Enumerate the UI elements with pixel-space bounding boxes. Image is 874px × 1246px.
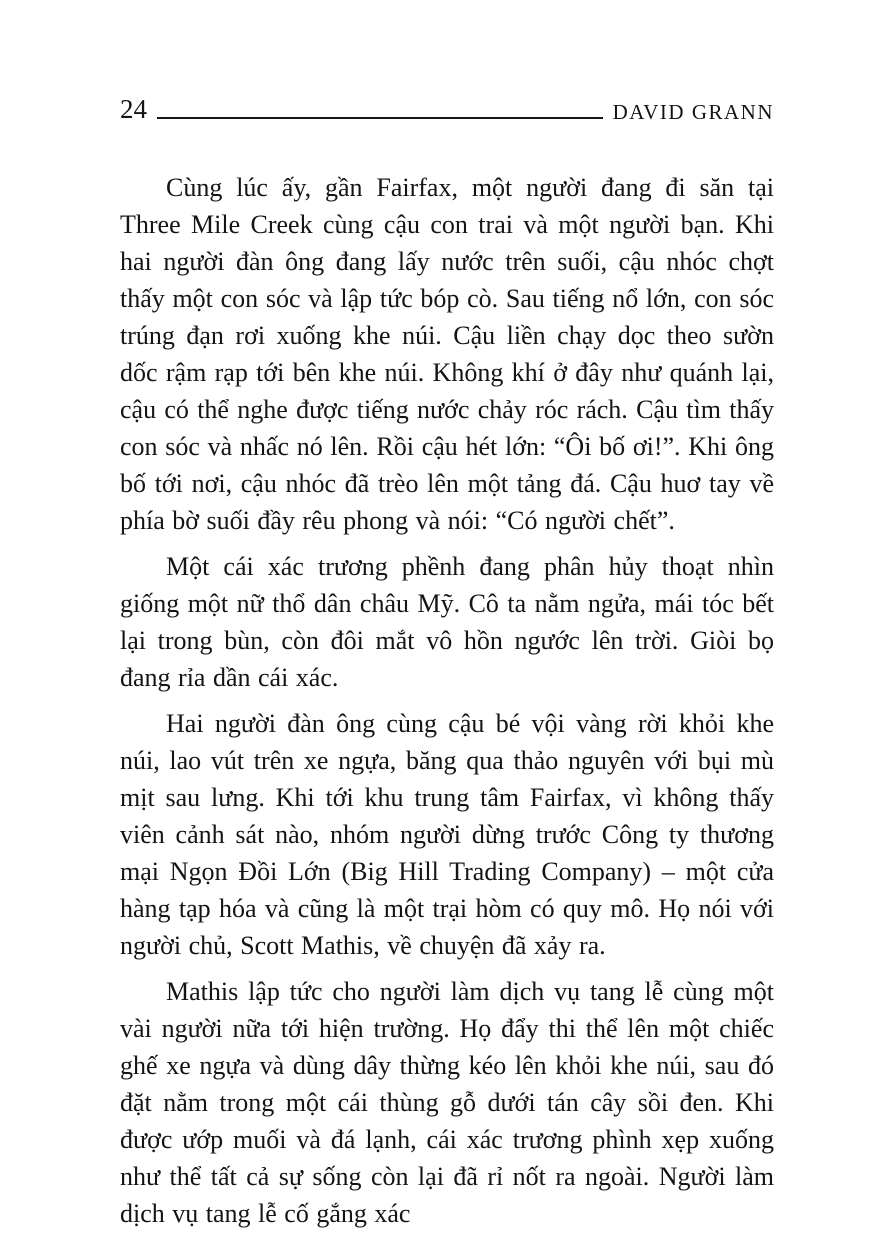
running-header — [120, 96, 774, 123]
paragraph: Hai người đàn ông cùng cậu bé vội vàng rời khỏi khe núi, lao vút trên xe ngựa, băng qua thảo nguyên với bụi mù mịt sau lưng. Khi tới khu trung tâm Fairfax, vì không thấy viên cảnh sát nào, nhóm người dừng trước Công ty thương mại Ngọn Đồi Lớn (Big Hill Trading Company) – một cửa hàng tạp hóa và cũng là một trại hòm có quy mô. Họ nói với người chủ, Scott Mathis, về chuyện đã xảy ra. — [120, 709, 774, 960]
running-head-author: DAVID GRANN — [612, 100, 774, 124]
header-rule-divider — [157, 117, 603, 119]
paragraph: Một cái xác trương phềnh đang phân hủy thoạt nhìn giống một nữ thổ dân châu Mỹ. Cô ta nằm ngửa, mái tóc bết lại trong bùn, còn đôi mắt vô hồn ngước lên trời. Giòi bọ đang rỉa dần cái xác. — [120, 552, 774, 692]
body-text — [120, 169, 774, 1232]
page-number: 24 — [120, 94, 147, 124]
paragraph: Cùng lúc ấy, gần Fairfax, một người đang đi săn tại Three Mile Creek cùng cậu con trai và một người bạn. Khi hai người đàn ông đang lấy nước trên suối, cậu nhóc chợt thấy một con sóc và lập tức bóp cò. Sau tiếng nổ lớn, con sóc trúng đạn rơi xuống khe núi. Cậu liền chạy dọc theo sườn dốc rậm rạp tới bên khe núi. Không khí ở đây như quánh lại, cậu có thể nghe được tiếng nước chảy róc rách. Cậu tìm thấy con sóc và nhấc nó lên. Rồi cậu hét lớn: “Ôi bố ơi!”. Khi ông bố tới nơi, cậu nhóc đã trèo lên một tảng đá. Cậu huơ tay về phía bờ suối đầy rêu phong và nói: “Có người chết”. — [120, 173, 774, 535]
paragraph: Mathis lập tức cho người làm dịch vụ tang lễ cùng một vài người nữa tới hiện trường. Họ đẩy thi thể lên một chiếc ghế xe ngựa và dùng dây thừng kéo lên khỏi khe núi, sau đó đặt nằm trong một cái thùng gỗ dưới tán cây sồi đen. Khi được ướp muối và đá lạnh, cái xác trương phình xẹp xuống như thể tất cả sự sống còn lại đã rỉ nốt ra ngoài. Người làm dịch vụ tang lễ cố gắng xác — [120, 977, 774, 1228]
